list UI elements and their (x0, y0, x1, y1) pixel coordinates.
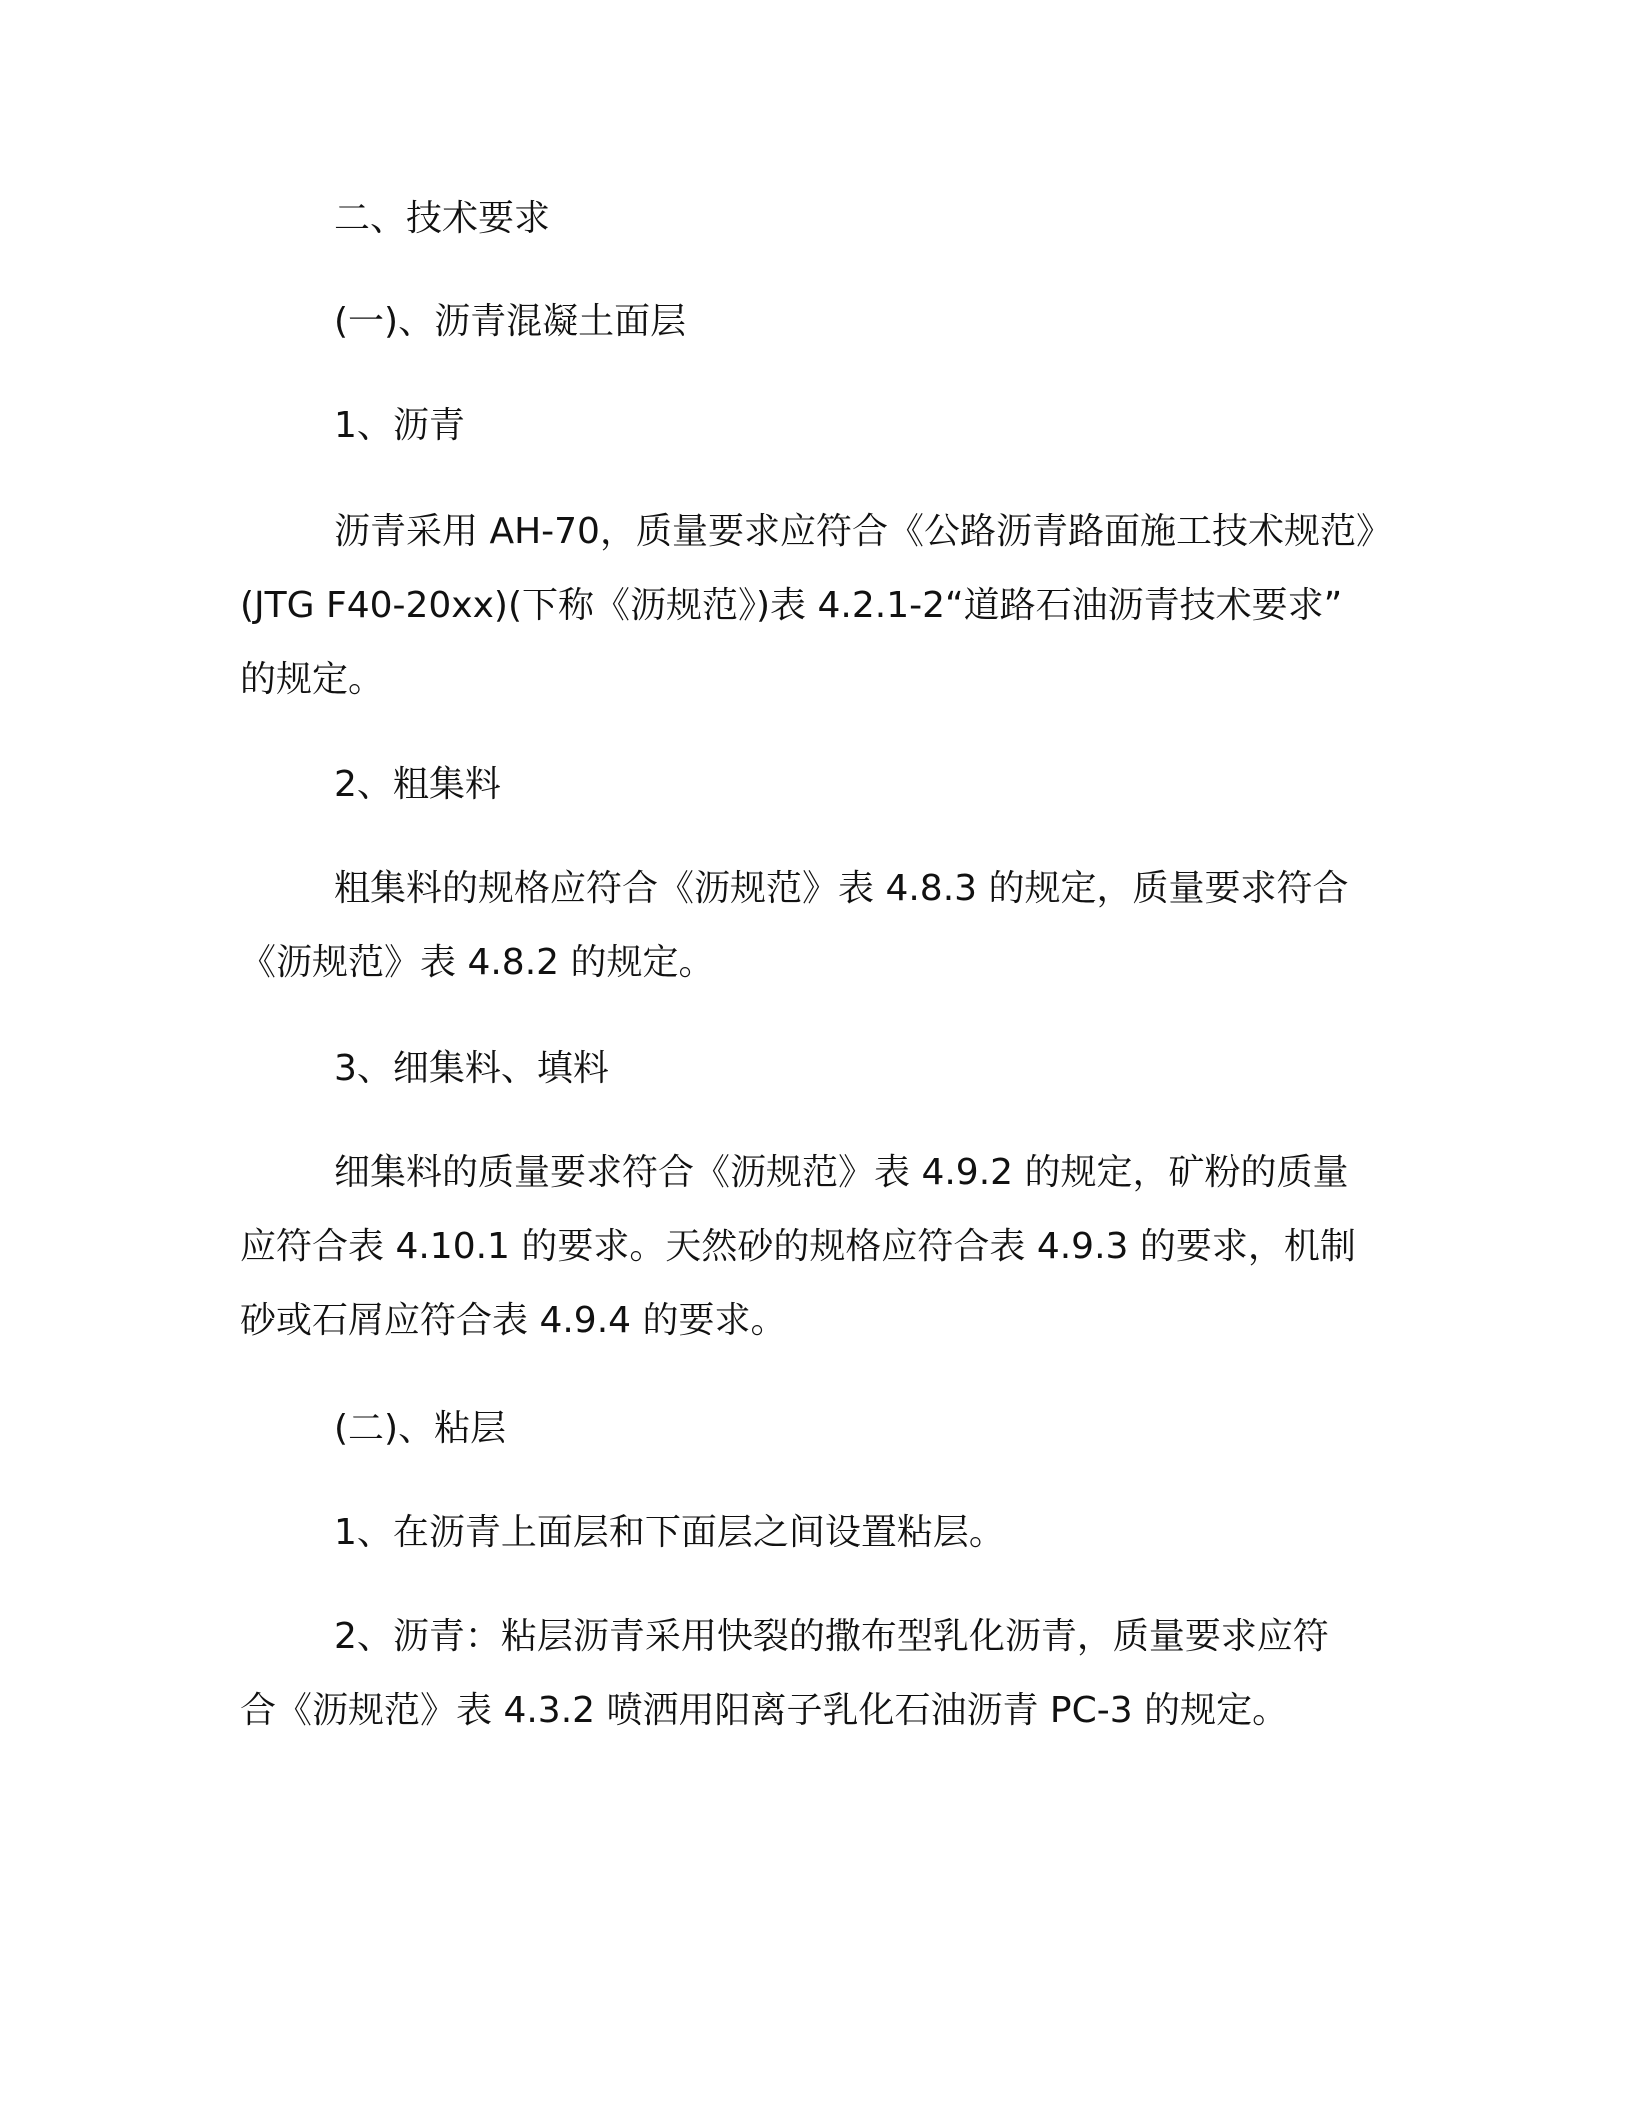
tack-coat-item-2-paragraph (240, 1600, 1390, 1748)
item-asphalt-title: 1、沥青 (334, 405, 465, 446)
item-coarse-aggregate-paragraph (240, 852, 1390, 1000)
paragraph-line: 细集料的质量要求符合《沥规范》表 4.9.2 的规定，矿粉的质量 (334, 1152, 1349, 1193)
paragraph-line: 的规定。 (240, 659, 385, 700)
section-asphalt-concrete-surface: (一)、沥青混凝土面层 (334, 301, 687, 342)
item-fine-aggregate-title: 3、细集料、填料 (334, 1048, 609, 1089)
paragraph-line: 2、沥青：粘层沥青采用快裂的撒布型乳化沥青，质量要求应符 (334, 1616, 1329, 1657)
item-fine-aggregate-paragraph (240, 1136, 1390, 1358)
paragraph-line: 合《沥规范》表 4.3.2 喷洒用阳离子乳化石油沥青 PC-3 的规定。 (240, 1690, 1289, 1731)
heading-technical-requirements: 二、技术要求 (334, 198, 551, 239)
section-tack-coat: (二)、粘层 (334, 1408, 507, 1449)
item-asphalt-paragraph (240, 495, 1390, 717)
paragraph-line: (JTG F40-20xx)(下称《沥规范》)表 4.2.1-2“道路石油沥青技术要求” (240, 585, 1343, 626)
item-coarse-aggregate-title: 2、粗集料 (334, 764, 501, 805)
tack-coat-item-1: 1、在沥青上面层和下面层之间设置粘层。 (334, 1512, 1005, 1553)
paragraph-line: 沥青采用 AH-70，质量要求应符合《公路沥青路面施工技术规范》 (334, 511, 1392, 552)
paragraph-line: 《沥规范》表 4.8.2 的规定。 (240, 942, 715, 983)
paragraph-line: 粗集料的规格应符合《沥规范》表 4.8.3 的规定，质量要求符合 (334, 868, 1349, 909)
paragraph-line: 应符合表 4.10.1 的要求。天然砂的规格应符合表 4.9.3 的要求，机制 (240, 1226, 1356, 1267)
paragraph-line: 砂或石屑应符合表 4.9.4 的要求。 (240, 1300, 787, 1341)
